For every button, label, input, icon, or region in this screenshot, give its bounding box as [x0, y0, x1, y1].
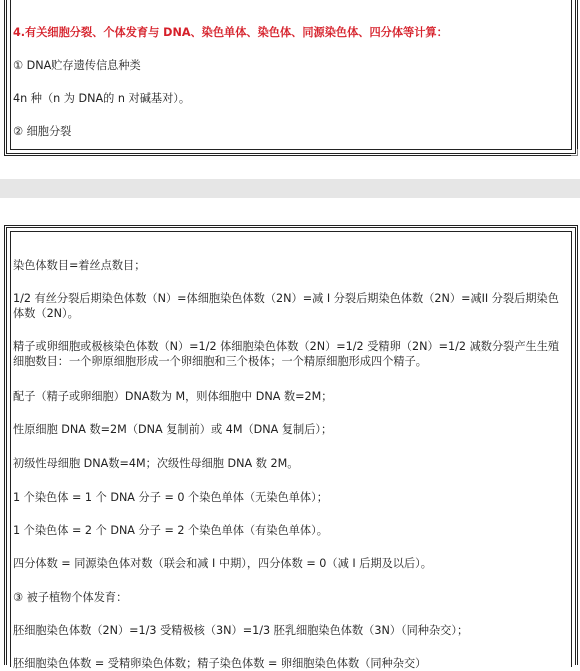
paragraph-line: 染色体数目=着丝点数目； — [13, 259, 146, 272]
paragraph-line: 初级性母细胞 DNA数=4M；次级性母细胞 DNA 数 2M。 — [13, 457, 299, 470]
paragraph-line: 性原细胞 DNA 数=2M（DNA 复制前）或 4M（DNA 复制后）； — [13, 423, 333, 436]
document-page-2 — [4, 225, 578, 670]
document-page-1 — [4, 0, 578, 156]
subsection-heading: ③ 被子植物个体发育： — [13, 591, 128, 604]
paragraph-4n: 4n 种（n 为 DNA的 n 对碱基对）。 — [13, 92, 191, 105]
paragraph-line: 四分体数 = 同源染色体对数（联会和减 I 中期），四分体数 = 0（减 I 后期及以后）。 — [13, 557, 432, 570]
page-separator — [0, 179, 580, 198]
paragraph-line: 1/2 有丝分裂后期染色体数（N）=体细胞染色体数（2N）=减 I 分裂后期染色体数（2N）=减II 分裂后期染色体数（2N）。 — [13, 292, 559, 320]
page-corner-mark — [571, 149, 578, 156]
section-heading: 4.有关细胞分裂、个体发育与 DNA、染色单体、染色体、同源染色体、四分体等计算： — [13, 26, 448, 39]
paragraph-line: 1 个染色体 = 2 个 DNA 分子 = 2 个染色单体（有染色单体）。 — [13, 524, 328, 537]
paragraph-dna-info: ① DNA贮存遗传信息种类 — [13, 59, 141, 72]
paragraph-line: 胚细胞染色体数（2N）=1/3 受精极核（3N）=1/3 胚乳细胞染色体数（3N）（同种杂交）； — [13, 624, 469, 637]
paragraph-line: 胚细胞染色体数 = 受精卵染色体数；精子染色体数 = 卵细胞染色体数（同种杂交） — [13, 657, 427, 670]
paragraph-line: 精子或卵细胞或极核染色体数（N）=1/2 体细胞染色体数（2N）=1/2 受精卵（2N）=1/2 减数分裂产生生殖细胞数目：一个卵原细胞形成一个卵细胞和三个极体；一个精原细胞形成四个精子。 — [13, 340, 560, 368]
paragraph-line: 1 个染色体 = 1 个 DNA 分子 = 0 个染色单体（无染色单体）； — [13, 491, 328, 504]
paragraph-line: 配子（精子或卵细胞）DNA数为 M，则体细胞中 DNA 数=2M； — [13, 390, 333, 403]
paragraph-cell-division: ② 细胞分裂 — [13, 125, 72, 138]
